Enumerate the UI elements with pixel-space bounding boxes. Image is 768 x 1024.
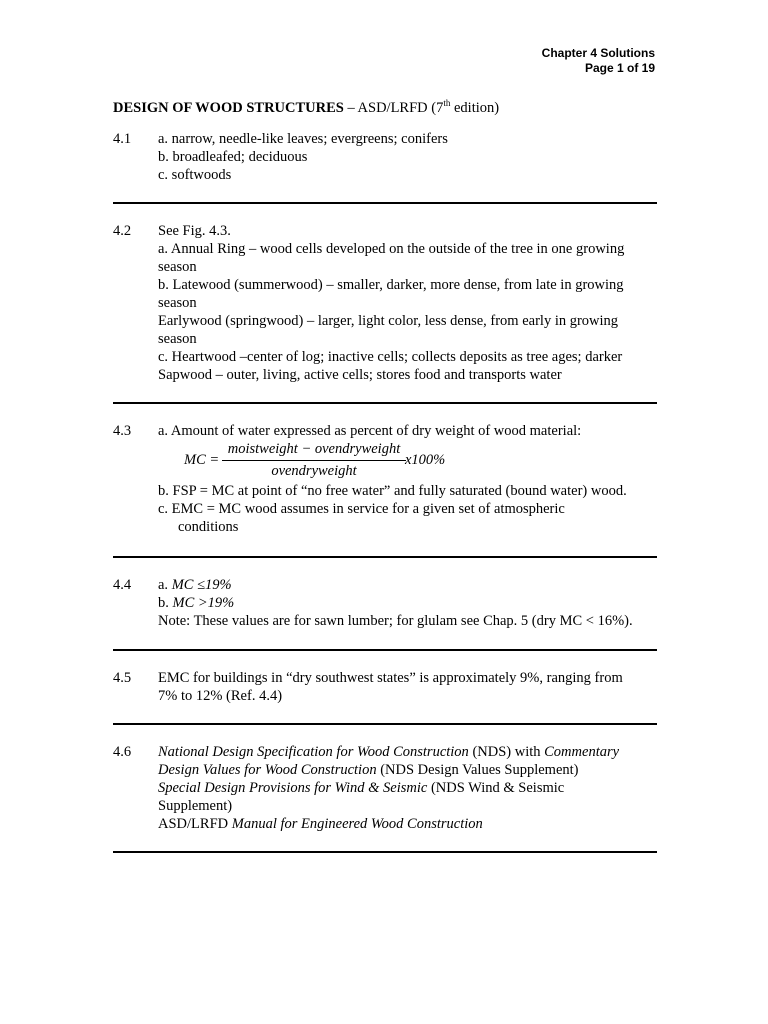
line-1: EMC for buildings in “dry southwest states” is approximately 9%, ranging from [158,670,623,686]
divider [113,649,657,651]
chapter-label: Chapter 4 Solutions [541,46,655,60]
reference-manual [158,815,658,833]
answer-b: b. FSP = MC at point of “no free water” and fully saturated (bound water) wood. [158,483,627,499]
fraction-bar [222,460,406,461]
design-values-text: (NDS Design Values Supplement) [376,762,579,778]
title-bold: DESIGN OF WOOD STRUCTURES [113,99,344,116]
answer-a [158,576,658,594]
answer-c: c. EMC = MC wood assumes in service for a given set of atmospheric [158,501,565,517]
section-number: 4.1 [113,131,132,147]
answer-a: a. Amount of water expressed as percent of dry weight of wood material: [158,423,582,439]
section-4-5 [113,669,658,705]
answer-b-label: b. [158,595,173,611]
document-title [113,94,499,117]
line-6: Sapwood – outer, living, active cells; stores food and transports water [158,367,562,383]
answer-b: b. broadleafed; deciduous [158,149,308,165]
title-rest: – ASD/LRFD (7 [343,99,444,116]
moisture-content-equation [158,440,658,480]
wind-seismic-text: (NDS Wind & Seismic [427,780,565,796]
section-number: 4.4 [113,577,132,593]
answer-b-math: MC >19% [172,595,235,611]
divider [113,556,657,558]
section-number: 4.2 [113,223,132,239]
reference-nds [158,743,658,761]
line-2: 7% to 12% (Ref. 4.4) [158,688,283,704]
page-number: Page 1 of 19 [584,61,655,75]
equation-denominator: ovendryweight [271,463,357,479]
divider [113,851,657,853]
answer-c-cont: conditions [178,519,239,535]
answer-b [158,594,658,612]
page-header [542,46,655,76]
divider [113,723,657,725]
reference-wind-seismic [158,779,658,797]
section-4-3 [113,422,658,536]
answer-c: c. softwoods [158,167,232,183]
wind-seismic-title: Special Design Provisions for Wind & Seismic [158,780,428,796]
line-3: b. Latewood (summerwood) – smaller, darker, more dense, from late in growing season [158,277,624,311]
nds-text: (NDS) with [468,744,545,760]
answer-a-math: MC ≤19% [171,577,232,593]
section-4-1 [113,130,658,184]
section-number: 4.6 [113,744,132,760]
answer-a-label: a. [158,577,172,593]
section-4-6 [113,743,658,833]
answer-a: a. narrow, needle-like leaves; evergreens; conifers [158,131,448,147]
commentary-title: Commentary [544,744,620,760]
nds-title: National Design Specification for Wood Construction [158,744,469,760]
equation-rhs: x100% [405,452,446,468]
divider [113,402,657,404]
title-sup: th [443,98,451,108]
line-2: a. Annual Ring – wood cells developed on the outside of the tree in one growing season [158,241,625,275]
section-4-4 [113,576,658,630]
manual-title: Manual for Engineered Wood Construction [231,816,483,832]
section-4-2 [113,222,658,384]
title-tail: edition) [450,99,500,116]
line-5: c. Heartwood –center of log; inactive cells; collects deposits as tree ages; darker [158,349,623,365]
equation-numerator: moistweight − ovendryweight [227,441,401,457]
section-number: 4.3 [113,423,132,439]
reference-design-values [158,761,658,779]
section-number: 4.5 [113,670,132,686]
divider [113,202,657,204]
note: Note: These values are for sawn lumber; for glulam see Chap. 5 (dry MC < 16%). [158,613,633,629]
manual-prefix: ASD/LRFD [158,816,232,832]
design-values-title: Design Values for Wood Construction [158,762,377,778]
reference-wind-seismic-cont: Supplement) [158,798,233,814]
equation-lhs: MC = [184,452,220,468]
line-4: Earlywood (springwood) – larger, light color, less dense, from early in growing season [158,313,619,347]
line-1: See Fig. 4.3. [158,223,231,239]
